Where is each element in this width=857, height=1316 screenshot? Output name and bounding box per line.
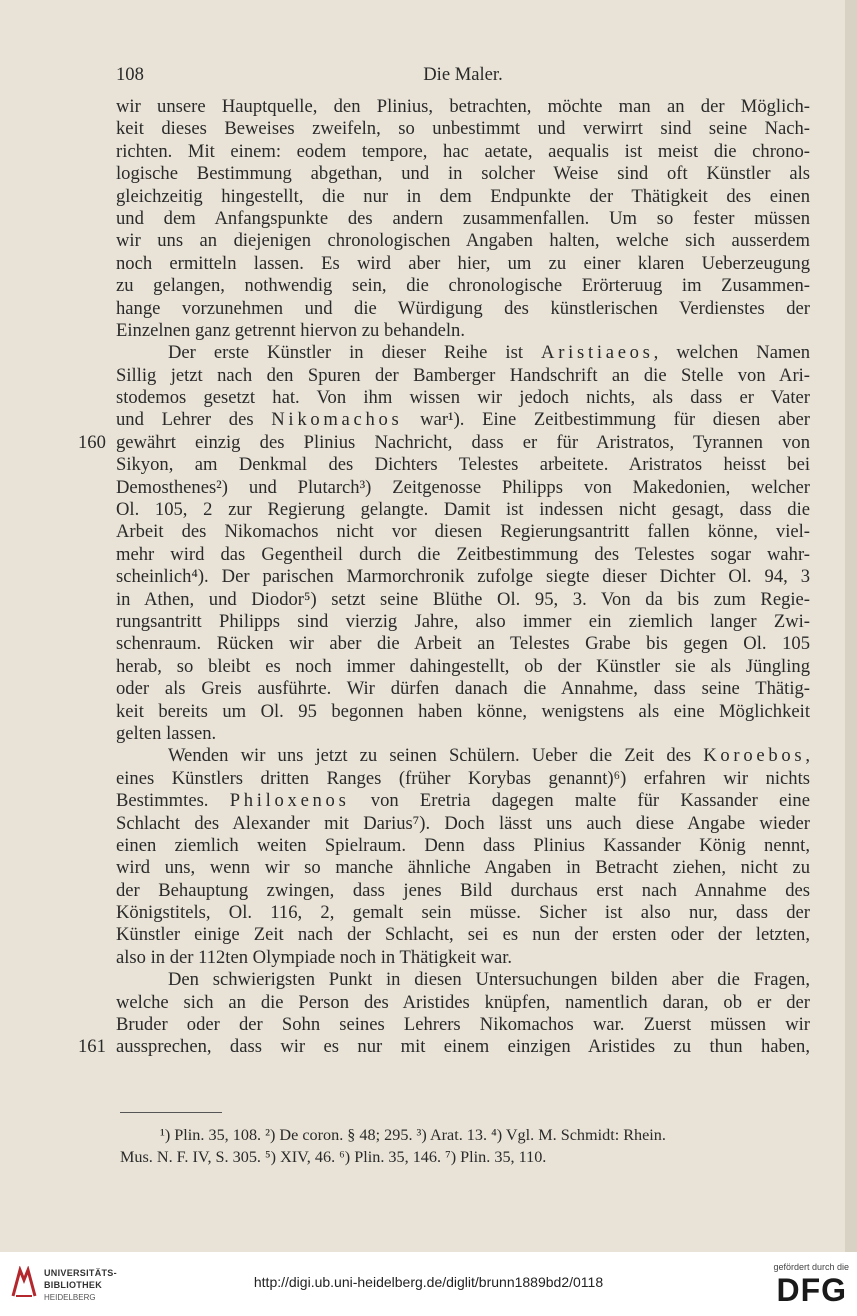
text-line xyxy=(116,678,810,700)
text-line xyxy=(116,208,810,230)
text-line xyxy=(116,409,810,431)
line-text: logische Bestimmung abgethan, und in solcher Weise sind oft Künstler als xyxy=(116,163,810,185)
running-head xyxy=(116,64,810,86)
spaced-name: Nikomachos xyxy=(271,409,403,431)
dfg-logo[interactable]: DFG xyxy=(776,1272,847,1308)
text-line xyxy=(78,1036,810,1058)
line-text: welche sich an die Person des Aristides knüpfen, namentlich daran, ob er der xyxy=(116,991,810,1013)
line-text: aussprechen, dass wir es nur mit einem einzigen Aristides zu thun haben, xyxy=(116,1036,810,1058)
text-line xyxy=(116,253,810,275)
text-line xyxy=(116,186,810,208)
text-line xyxy=(116,566,810,588)
library-name-line2: BIBLIOTHEK xyxy=(44,1280,102,1290)
line-text: Bestimmtes. xyxy=(116,790,209,812)
line-text: Sikyon, am Denkmal des Dichters Telestes arbeitete. Aristratos heisst bei xyxy=(116,454,810,476)
line-text: gleichzeitig hingestellt, die nur in dem Endpunkte der Thätigkeit des einen xyxy=(116,185,810,207)
text-line xyxy=(116,902,810,924)
line-text: oder als Greis ausführte. Wir dürfen danach die Annahme, dass seine Thätig- xyxy=(116,678,810,700)
text-line xyxy=(116,857,810,879)
footnote-text: Mus. N. F. IV, S. 305. ⁵) XIV, 46. ⁶) Plin. 35, 146. ⁷) Plin. 35, 110. xyxy=(120,1148,547,1166)
footnotes xyxy=(120,1124,810,1168)
line-text: eines Künstlers dritten Ranges (früher Korybas genannt)⁶) erfahren wir nichts xyxy=(116,767,810,789)
line-text: und Lehrer des xyxy=(116,409,254,431)
line-text: herab, so bleibt es noch immer dahingestellt, ob der Künstler sie als Jüngling xyxy=(116,655,810,677)
spaced-name: Aristiaeos xyxy=(541,342,654,364)
text-line xyxy=(116,768,810,790)
line-text: Wenden wir uns jetzt zu seinen Schülern. Ueber die Zeit des xyxy=(168,745,692,767)
line-text: zu gelangen, nothwendig sein, die chronologische Erörteruug im Zusammen- xyxy=(116,275,810,297)
permalink-url[interactable]: http://digi.ub.uni-heidelberg.de/diglit/brunn1889bd2/0118 xyxy=(253,1274,604,1290)
text-line xyxy=(116,298,810,320)
page-edge xyxy=(845,0,857,1252)
text-line xyxy=(116,589,810,611)
line-text: scheinlich⁴). Der parischen Marmorchronik zufolge siegte dieser Dichter Ol. 94, 3 xyxy=(116,566,810,588)
line-text: in Athen, und Diodor⁵) setzt seine Blüthe Ol. 95, 3. Von da bis zum Regie- xyxy=(116,588,810,610)
line-text: Arbeit des Nikomachos nicht vor diesen Regierungsantritt fallen könne, viel- xyxy=(116,521,810,543)
text-line xyxy=(78,431,810,454)
line-text: stodemos gesetzt hat. Von ihm wissen wir jedoch nichts, als dass er Vater xyxy=(116,387,810,409)
text-line xyxy=(116,1014,810,1036)
page-number: 108 xyxy=(116,64,144,85)
text-line xyxy=(116,633,810,655)
line-text: Künstler einige Zeit nach der Schlacht, sei es nun der ersten oder der letzten, xyxy=(116,924,810,946)
line-text: Demosthenes²) und Plutarch³) Zeitgenosse Philipps von Makedonien, welcher xyxy=(116,476,810,498)
spaced-name: Philoxenos xyxy=(229,790,350,812)
line-text: keit dieses Beweises zweifeln, so unbestimmt und verwirrt sind seine Nach- xyxy=(116,118,810,140)
text-line xyxy=(116,790,810,812)
text-line xyxy=(116,611,810,633)
line-text: Sillig jetzt nach den Spuren der Bamberger Handschrift an die Stelle von Ari- xyxy=(116,364,810,386)
text-line xyxy=(116,701,810,723)
line-text: einen ziemlich weiten Spielraum. Denn dass Plinius Kassander König nennt, xyxy=(116,834,810,856)
line-text: wird uns, wenn wir so manche ähnliche Angaben in Betracht ziehen, nicht zu xyxy=(116,857,810,879)
line-text: keit bereits um Ol. 95 begonnen haben könne, wenigstens als eine Möglichkeit xyxy=(116,700,810,722)
line-text: also in der 112ten Olympiade noch in Thätigkeit war. xyxy=(116,946,513,968)
line-text: Bruder oder der Sohn seines Lehrers Nikomachos war. Zuerst müssen wir xyxy=(116,1014,810,1036)
line-text: Königstitels, Ol. 116, 2, gemalt sein müsse. Sicher ist also nur, dass der xyxy=(116,902,810,924)
margin-line-number: 160 xyxy=(78,431,106,453)
line-text: hange vorzunehmen und die Würdigung des künstlerischen Verdienstes der xyxy=(116,297,810,319)
margin-line-number: 161 xyxy=(78,1036,106,1058)
text-line xyxy=(116,141,810,163)
line-text: mehr wird das Gegentheil durch die Zeitbestimmung des Telestes sogar wahr- xyxy=(116,543,810,565)
text-line xyxy=(116,835,810,857)
line-text: Einzelnen ganz getrennt hiervon zu behandeln. xyxy=(116,319,466,341)
footnote-line xyxy=(120,1124,810,1146)
text-line xyxy=(116,163,810,185)
text-line xyxy=(116,118,810,140)
text-line xyxy=(116,320,810,342)
line-text: Der erste Künstler in dieser Reihe ist xyxy=(168,342,523,364)
line-text: der Behauptung zwingen, dass jenes Bild durchaus erst nach Annahme des xyxy=(116,879,810,901)
line-text: wir unsere Hauptquelle, den Plinius, betrachten, möchte man an der Möglich- xyxy=(116,96,810,117)
body-text xyxy=(78,96,810,1059)
library-city: HEIDELBERG xyxy=(44,1293,96,1302)
text-line xyxy=(116,365,810,387)
footnote-rule xyxy=(120,1112,222,1113)
line-text-after: von Eretria dagegen malte für Kassander eine xyxy=(370,790,810,812)
line-text: richten. Mit einem: eodem tempore, hac aetate, aequalis ist meist die chrono- xyxy=(116,140,810,162)
line-text: noch ermitteln lassen. Es wird aber hier, um zu einer klaren Ueberzeugung xyxy=(116,252,810,274)
library-name-line1: UNIVERSITÄTS- xyxy=(44,1268,117,1278)
text-line xyxy=(116,544,810,566)
line-text: wir uns an diejenigen chronologischen Angaben halten, welche sich ausserdem xyxy=(116,230,810,252)
footnote-line xyxy=(120,1146,810,1168)
text-line xyxy=(116,230,810,252)
text-line xyxy=(116,342,810,364)
text-line xyxy=(116,521,810,543)
spaced-name: Koroebos xyxy=(703,745,806,767)
running-title: Die Maler. xyxy=(423,64,503,85)
funding-note: gefördert durch die xyxy=(773,1262,849,1272)
line-text: schenraum. Rücken wir aber die Arbeit an Telestes Grabe bis gegen Ol. 105 xyxy=(116,633,810,655)
line-text: gelten lassen. xyxy=(116,722,217,744)
line-text: Den schwierigsten Punkt in diesen Untersuchungen bilden aber die Fragen, xyxy=(168,969,810,991)
line-text: rungsantritt Philipps sind vierzig Jahre, also immer ein ziemlich langer Zwi- xyxy=(116,610,810,632)
line-text: gewährt einzig des Plinius Nachricht, dass er für Aristratos, Tyrannen von xyxy=(116,431,810,453)
text-line xyxy=(116,924,810,946)
line-text: Schlacht des Alexander mit Darius⁷). Doch lässt uns auch diese Angabe wieder xyxy=(116,812,810,834)
text-line xyxy=(116,454,810,476)
text-line xyxy=(116,813,810,835)
viewer-footer xyxy=(0,1252,857,1316)
text-line xyxy=(116,387,810,409)
line-text: und dem Anfangspunkte des andern zusammenfallen. Um so fester müssen xyxy=(116,207,810,229)
line-text-after: war¹). Eine Zeitbestimmung für diesen aber xyxy=(420,409,810,431)
footnote-text: ¹) Plin. 35, 108. ²) De coron. § 48; 295. ³) Arat. 13. ⁴) Vgl. M. Schmidt: Rhein. xyxy=(160,1126,666,1144)
text-line xyxy=(116,992,810,1014)
text-line xyxy=(116,96,810,118)
text-line xyxy=(116,745,810,767)
text-line xyxy=(116,947,810,969)
text-line xyxy=(116,477,810,499)
text-line xyxy=(116,275,810,297)
text-line xyxy=(116,723,810,745)
line-text-after: , xyxy=(805,745,810,767)
line-text-after: , welchen Namen xyxy=(653,342,810,364)
text-line xyxy=(116,656,810,678)
line-text: Ol. 105, 2 zur Regierung gelangte. Damit ist indessen nicht gesagt, dass die xyxy=(116,499,810,521)
text-line xyxy=(116,499,810,521)
text-line xyxy=(116,880,810,902)
text-line xyxy=(116,969,810,991)
